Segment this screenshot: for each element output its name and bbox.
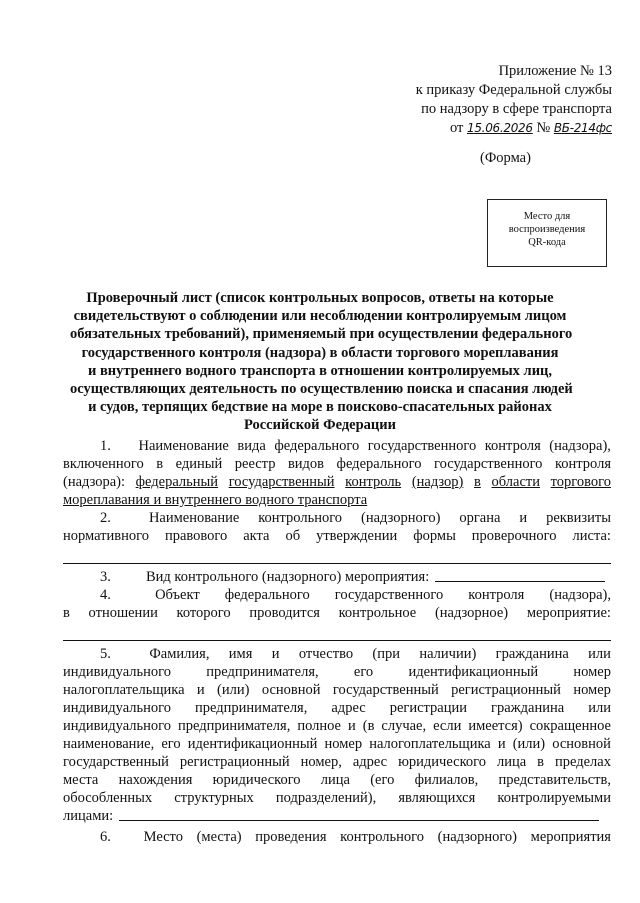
word: федерального <box>224 587 310 603</box>
word: реквизиты <box>546 510 611 526</box>
word: сокращенное <box>529 718 611 734</box>
word: представительств, <box>498 772 611 788</box>
word: индивидуального <box>63 718 171 734</box>
item-5-line <box>63 717 611 735</box>
document-body <box>63 437 611 846</box>
word: в <box>63 605 70 621</box>
word: государственного <box>367 438 477 454</box>
item-5-line <box>63 735 611 753</box>
order-date: 15.06.2026 <box>467 121 533 135</box>
word: органа <box>459 510 501 526</box>
item-5-line <box>63 771 611 789</box>
document-title <box>70 289 573 435</box>
title-line: обязательных требований), применяемый при осуществлении федерального <box>70 326 573 343</box>
word: (его <box>370 772 395 788</box>
title-line: и внутреннего водного транспорта в отношении контролируемых лиц, <box>87 362 553 379</box>
word: или <box>588 646 611 662</box>
word: государственный <box>63 754 169 770</box>
word: предпринимателя, <box>177 718 291 734</box>
word: регистрационный <box>451 682 561 698</box>
word: являющихся <box>398 790 476 806</box>
word: (или) <box>217 682 250 698</box>
word: государственный <box>332 682 439 698</box>
word: номер, <box>300 754 342 770</box>
word: (в <box>362 718 375 734</box>
item-number: 1. <box>100 438 111 454</box>
word: мероприятия <box>530 829 611 845</box>
word: утверждении <box>316 528 398 544</box>
fill-in-line <box>119 807 599 821</box>
item-5-line <box>63 789 611 807</box>
word: юридического <box>212 772 301 788</box>
word: пределах <box>554 754 611 770</box>
word: (места) <box>196 829 242 845</box>
word: проверочного <box>471 528 557 544</box>
word: структурных <box>174 790 254 806</box>
word: федерального <box>274 438 360 454</box>
word: налогоплательщика <box>63 682 185 698</box>
word: контроля <box>484 438 541 454</box>
order-reference: к приказу Федеральной службы <box>415 82 612 98</box>
word: основной <box>261 682 321 698</box>
word: контроль <box>345 474 402 490</box>
word: имя <box>228 646 253 662</box>
form-label: (Форма) <box>480 150 531 166</box>
word: его <box>353 664 374 680</box>
word: индивидуального <box>63 700 171 716</box>
word: контрольного <box>340 829 424 845</box>
word: гражданина <box>495 646 569 662</box>
word: контроля <box>554 456 611 472</box>
word: его <box>161 736 181 752</box>
item-5-line <box>63 663 611 681</box>
item-3-line: 3. Вид контрольного (надзорного) мероприятия: <box>63 568 611 586</box>
word: Наименование <box>138 438 229 454</box>
word: которого <box>176 605 231 621</box>
word: Наименование <box>148 510 240 526</box>
word: индивидуального <box>63 664 171 680</box>
word: федеральный <box>135 474 219 490</box>
word: контролируемыми <box>497 790 611 806</box>
title-line: и судов, терпящих бедствие на море в поисково-спасательных районах <box>88 399 552 416</box>
item-6-line <box>63 828 611 846</box>
word: гражданина <box>491 700 565 716</box>
title-line: Проверочный лист (список контрольных вопросов, ответы на которые <box>86 290 554 306</box>
item-4-line <box>63 604 611 622</box>
item-2-line <box>63 509 611 527</box>
word: основной <box>552 736 611 752</box>
item-1-line <box>63 437 611 455</box>
word: предпринимателя, <box>206 664 319 680</box>
word: нормативного <box>63 528 149 544</box>
word: (надзора), <box>549 587 611 603</box>
qr-code-placeholder: Место для воспроизведения QR-кода <box>487 199 607 267</box>
item-1-line <box>63 455 611 473</box>
word: Объект <box>155 587 200 603</box>
word: об <box>285 528 301 544</box>
word: государственный <box>228 474 335 490</box>
word: регистрационный <box>179 754 290 770</box>
word: формы <box>413 528 456 544</box>
fill-in-line <box>435 568 605 582</box>
word: номер <box>324 736 363 752</box>
word: случае, <box>381 718 427 734</box>
word: государственного <box>434 456 543 472</box>
order-date-line: от 15.06.2026 № ВБ-214фс <box>449 120 612 136</box>
word: или <box>588 700 611 716</box>
word: (или) <box>512 736 546 752</box>
word: налогоплательщика <box>369 736 491 752</box>
word: предпринимателя, <box>194 700 308 716</box>
word: реестр <box>234 456 276 472</box>
word: правового <box>164 528 228 544</box>
word: номер <box>573 682 611 698</box>
word: идентификационный <box>187 736 318 752</box>
word: отношении <box>88 605 158 621</box>
word: Фамилия, <box>149 646 210 662</box>
word: лица <box>496 754 527 770</box>
word: в <box>537 754 544 770</box>
order-number: ВБ-214фс <box>553 121 612 135</box>
word: места <box>63 772 99 788</box>
word: в <box>156 456 164 472</box>
word: полное <box>297 718 341 734</box>
word: идентификационный <box>408 664 539 680</box>
word: (надзорного) <box>361 510 441 526</box>
word: акта <box>243 528 270 544</box>
item-5-line <box>63 645 611 663</box>
word: (надзорного) <box>437 829 518 845</box>
word: адрес <box>331 700 366 716</box>
word: включенного <box>63 456 144 472</box>
word: области <box>491 474 540 490</box>
word: наличии) <box>419 646 477 662</box>
item-number: 4. <box>100 587 111 603</box>
title-line: Российской Федерации <box>243 417 396 434</box>
word: имеется) <box>468 718 523 734</box>
word: видов <box>287 456 325 472</box>
word: адрес <box>352 754 388 770</box>
word: в <box>474 474 481 490</box>
item-number: 6. <box>100 829 111 845</box>
item-5-line: лицами: <box>63 807 611 825</box>
word: федерального <box>336 456 422 472</box>
item-5-line <box>63 753 611 771</box>
word: обособленных <box>63 790 153 806</box>
word: (надзорное) <box>434 605 509 621</box>
word: подразделений), <box>275 790 377 806</box>
word: и <box>519 510 528 526</box>
word: проведения <box>255 829 327 845</box>
title-line: свидетельствуют о соблюдении или несоблюдении контролируемым лицом <box>73 308 567 325</box>
word: отчество <box>298 646 354 662</box>
word: единый <box>175 456 223 472</box>
word: если <box>433 718 462 734</box>
control-type-value: мореплавания и внутреннего водного транспорта <box>63 492 368 508</box>
item-2-line <box>63 527 611 545</box>
fill-in-line <box>63 622 611 641</box>
word: наименование, <box>63 736 155 752</box>
item-number: 2. <box>100 510 111 526</box>
word: мероприятие: <box>526 605 611 621</box>
word: лица <box>320 772 350 788</box>
word: государственного <box>334 587 444 603</box>
word: контрольного <box>258 510 343 526</box>
word: (при <box>372 646 401 662</box>
word: контроля <box>468 587 525 603</box>
word: регистрации <box>389 700 467 716</box>
item-4-line <box>63 586 611 604</box>
word: торгового <box>550 474 611 490</box>
appendix-header <box>352 62 612 138</box>
item-1-line <box>63 473 611 491</box>
word: юридического <box>398 754 486 770</box>
item-1-line <box>63 491 611 509</box>
agency-name: по надзору в сфере транспорта <box>421 101 612 117</box>
word: и <box>497 736 506 752</box>
word: проводится <box>249 605 320 621</box>
label-text: (надзора): <box>63 474 126 490</box>
item-5-line <box>63 681 611 699</box>
word: номер <box>573 664 611 680</box>
title-line: государственного контроля (надзора) в области торгового мореплавания <box>81 344 559 361</box>
word: нахождения <box>118 772 193 788</box>
word: листа: <box>572 528 611 544</box>
word: Место <box>143 829 183 845</box>
item-5-line <box>63 699 611 717</box>
word: и <box>271 646 280 662</box>
word: филиалов, <box>414 772 479 788</box>
word: (надзора), <box>549 438 611 454</box>
word: (надзор) <box>411 474 464 490</box>
title-line: осуществляющих деятельность по осуществлению поиска и спасания людей <box>70 381 573 398</box>
word: и <box>196 682 205 698</box>
item-number: 5. <box>100 646 111 662</box>
appendix-number: Приложение № 13 <box>498 63 612 79</box>
word: вида <box>237 438 266 454</box>
word: контрольное <box>338 605 417 621</box>
word: и <box>347 718 356 734</box>
fill-in-line <box>63 545 611 564</box>
